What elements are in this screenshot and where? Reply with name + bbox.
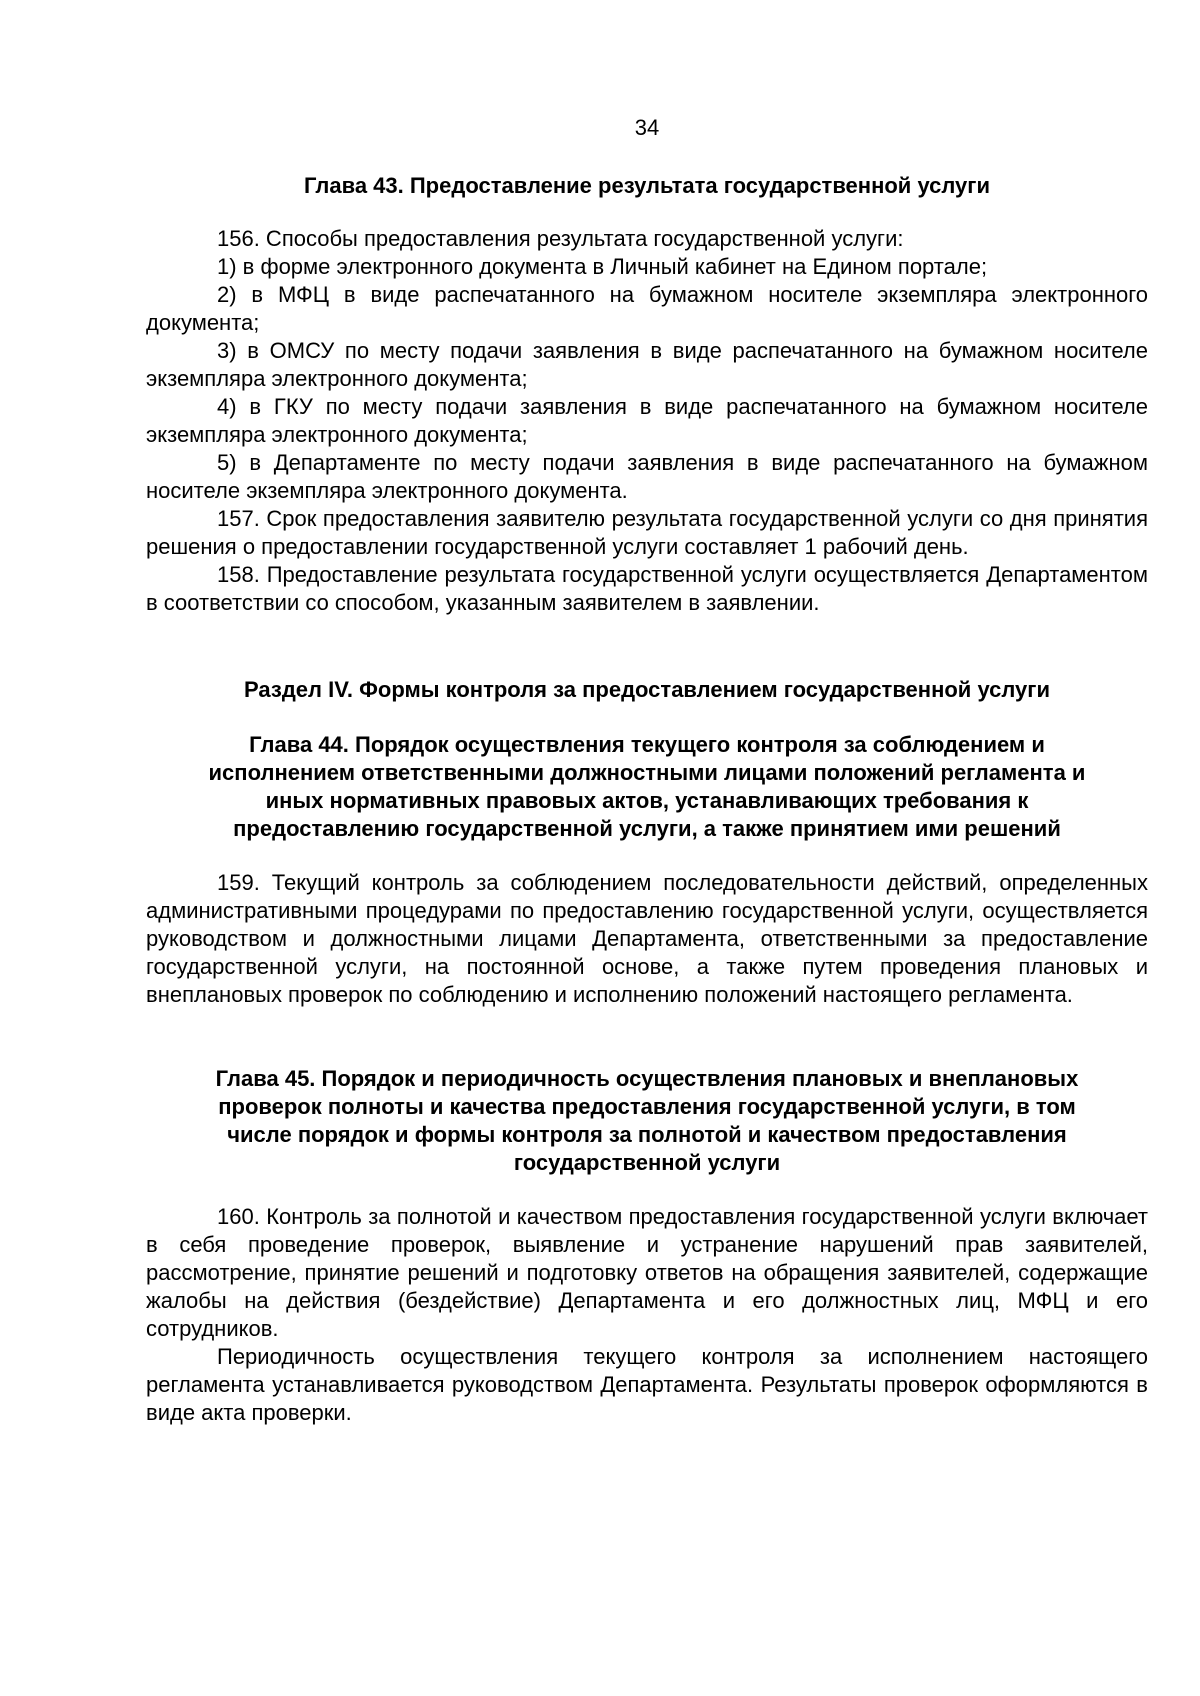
chapter-44-title-line: Глава 44. Порядок осуществления текущего контроля за соблюдением и [249, 732, 1045, 757]
list-item-3: 3) в ОМСУ по месту подачи заявления в виде распечатанного на бумажном носителе экземпляра электронного документа; [146, 338, 1148, 391]
chapter-43-body [146, 225, 1148, 617]
chapter-45-body [146, 1203, 1148, 1427]
page-number: 34 [634, 115, 660, 140]
list-item-5: 5) в Департаменте по месту подачи заявления в виде распечатанного на бумажном носителе экземпляра электронного документа. [146, 450, 1148, 503]
chapter-44-title [146, 731, 1148, 843]
chapter-45-title-line: Глава 45. Порядок и периодичность осуществления плановых и внеплановых [215, 1066, 1079, 1091]
chapter-45-title-line: числе порядок и формы контроля за полнотой и качеством предоставления [227, 1122, 1067, 1147]
chapter-44-body [146, 869, 1148, 1009]
paragraph-159: 159. Текущий контроль за соблюдением последовательности действий, определенных административными процедурами по предоставлению государственной услуги, осуществляется руководством и должностными лицами Департамента, ответственными за предоставление государственной услуги, на постоянной основе, а также путем проведения плановых и внеплановых проверок по соблюдению и исполнению положений настоящего регламента. [146, 870, 1148, 1007]
chapter-43-title: Глава 43. Предоставление результата государственной услуги [304, 173, 990, 198]
chapter-44-title-line: исполнением ответственными должностными лицами положений регламента и [208, 760, 1086, 785]
section-4-title: Раздел IV. Формы контроля за предоставлением государственной услуги [244, 677, 1050, 702]
paragraph-157: 157. Срок предоставления заявителю результата государственной услуги со дня принятия решения о предоставлении государственной услуги составляет 1 рабочий день. [146, 506, 1148, 559]
list-item-4: 4) в ГКУ по месту подачи заявления в виде распечатанного на бумажном носителе экземпляра электронного документа; [146, 394, 1148, 447]
chapter-45-title [146, 1065, 1148, 1177]
chapter-45-title-line: государственной услуги [513, 1150, 781, 1175]
chapter-45-title-line: проверок полноты и качества предоставления государственной услуги, в том [218, 1094, 1076, 1119]
list-item-1: 1) в форме электронного документа в Личный кабинет на Едином портале; [217, 254, 988, 279]
paragraph-158: 158. Предоставление результата государственной услуги осуществляется Департаментом в соответствии со способом, указанным заявителем в заявлении. [146, 562, 1148, 615]
chapter-44-title-line: предоставлению государственной услуги, а также принятием ими решений [233, 816, 1061, 841]
chapter-44-title-line: иных нормативных правовых актов, устанавливающих требования к [265, 788, 1029, 813]
list-item-2: 2) в МФЦ в виде распечатанного на бумажном носителе экземпляра электронного документа; [146, 282, 1148, 335]
paragraph-156: 156. Способы предоставления результата государственной услуги: [217, 226, 904, 251]
paragraph-periodicity: Периодичность осуществления текущего контроля за исполнением настоящего регламента устанавливается руководством Департамента. Результаты проверок оформляются в виде акта проверки. [146, 1344, 1148, 1425]
paragraph-160: 160. Контроль за полнотой и качеством предоставления государственной услуги включает в себя проведение проверок, выявление и устранение нарушений прав заявителей, рассмотрение, принятие решений и подготовку ответов на обращения заявителей, содержащие жалобы на действия (бездействие) Департамента и его должностных лиц, МФЦ и его сотрудников. [146, 1204, 1148, 1341]
